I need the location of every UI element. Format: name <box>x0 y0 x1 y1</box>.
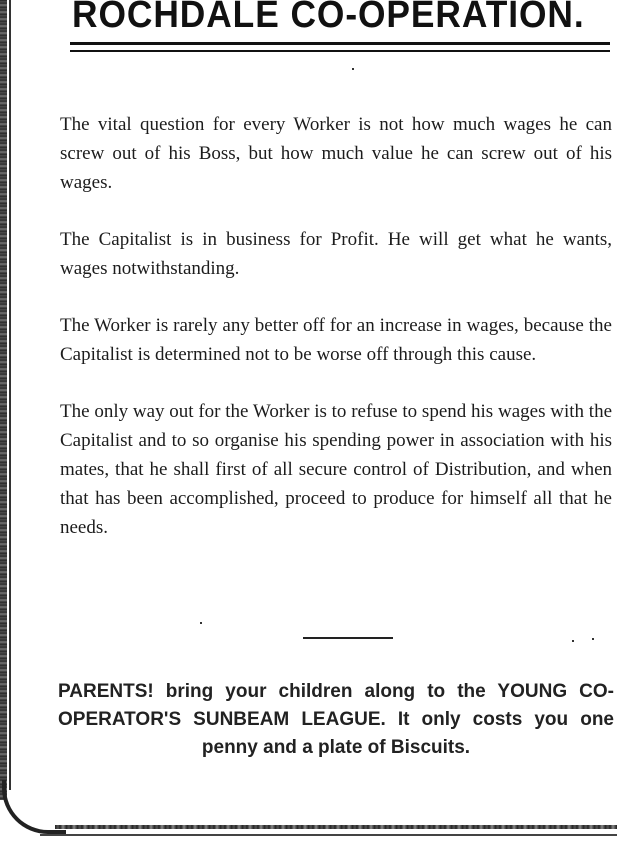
page-title: ROCHDALE CO-OPERATION. <box>72 0 585 36</box>
paragraph-2: The Capitalist is in business for Profit. He will get what he wants, wages notwithstanding. <box>60 229 612 279</box>
print-speck <box>592 638 594 640</box>
title-underline-thick <box>70 42 610 45</box>
print-speck <box>572 640 574 642</box>
print-speck <box>200 622 202 624</box>
print-speck <box>352 68 354 70</box>
left-border-decoration <box>0 0 7 800</box>
bottom-border-line <box>40 834 617 836</box>
paragraph-1: The vital question for every Worker is not how much wages he can screw out of his Boss, but how much value he can screw out of his wages. <box>60 114 612 193</box>
article-body <box>60 110 612 570</box>
bottom-border-decoration <box>55 825 617 829</box>
sunbeam-league-notice: PARENTS! bring your children along to the YOUNG CO-OPERATOR'S SUNBEAM LEAGUE. It only costs you one penny and a plate of Biscuits. <box>58 681 614 758</box>
left-border-line <box>9 0 11 790</box>
section-divider <box>303 637 393 639</box>
paragraph-3: The Worker is rarely any better off for an increase in wages, because the Capitalist is determined not to be worse off through this cause. <box>60 315 612 365</box>
paragraph-4: The only way out for the Worker is to refuse to spend his wages with the Capitalist and to so organise his spending power in association with his mates, that he shall first of all secure control of Distribution, and when that has been accomplished, proceed to produce for himself all that he needs. <box>60 401 612 538</box>
title-underline-thin <box>70 50 610 52</box>
